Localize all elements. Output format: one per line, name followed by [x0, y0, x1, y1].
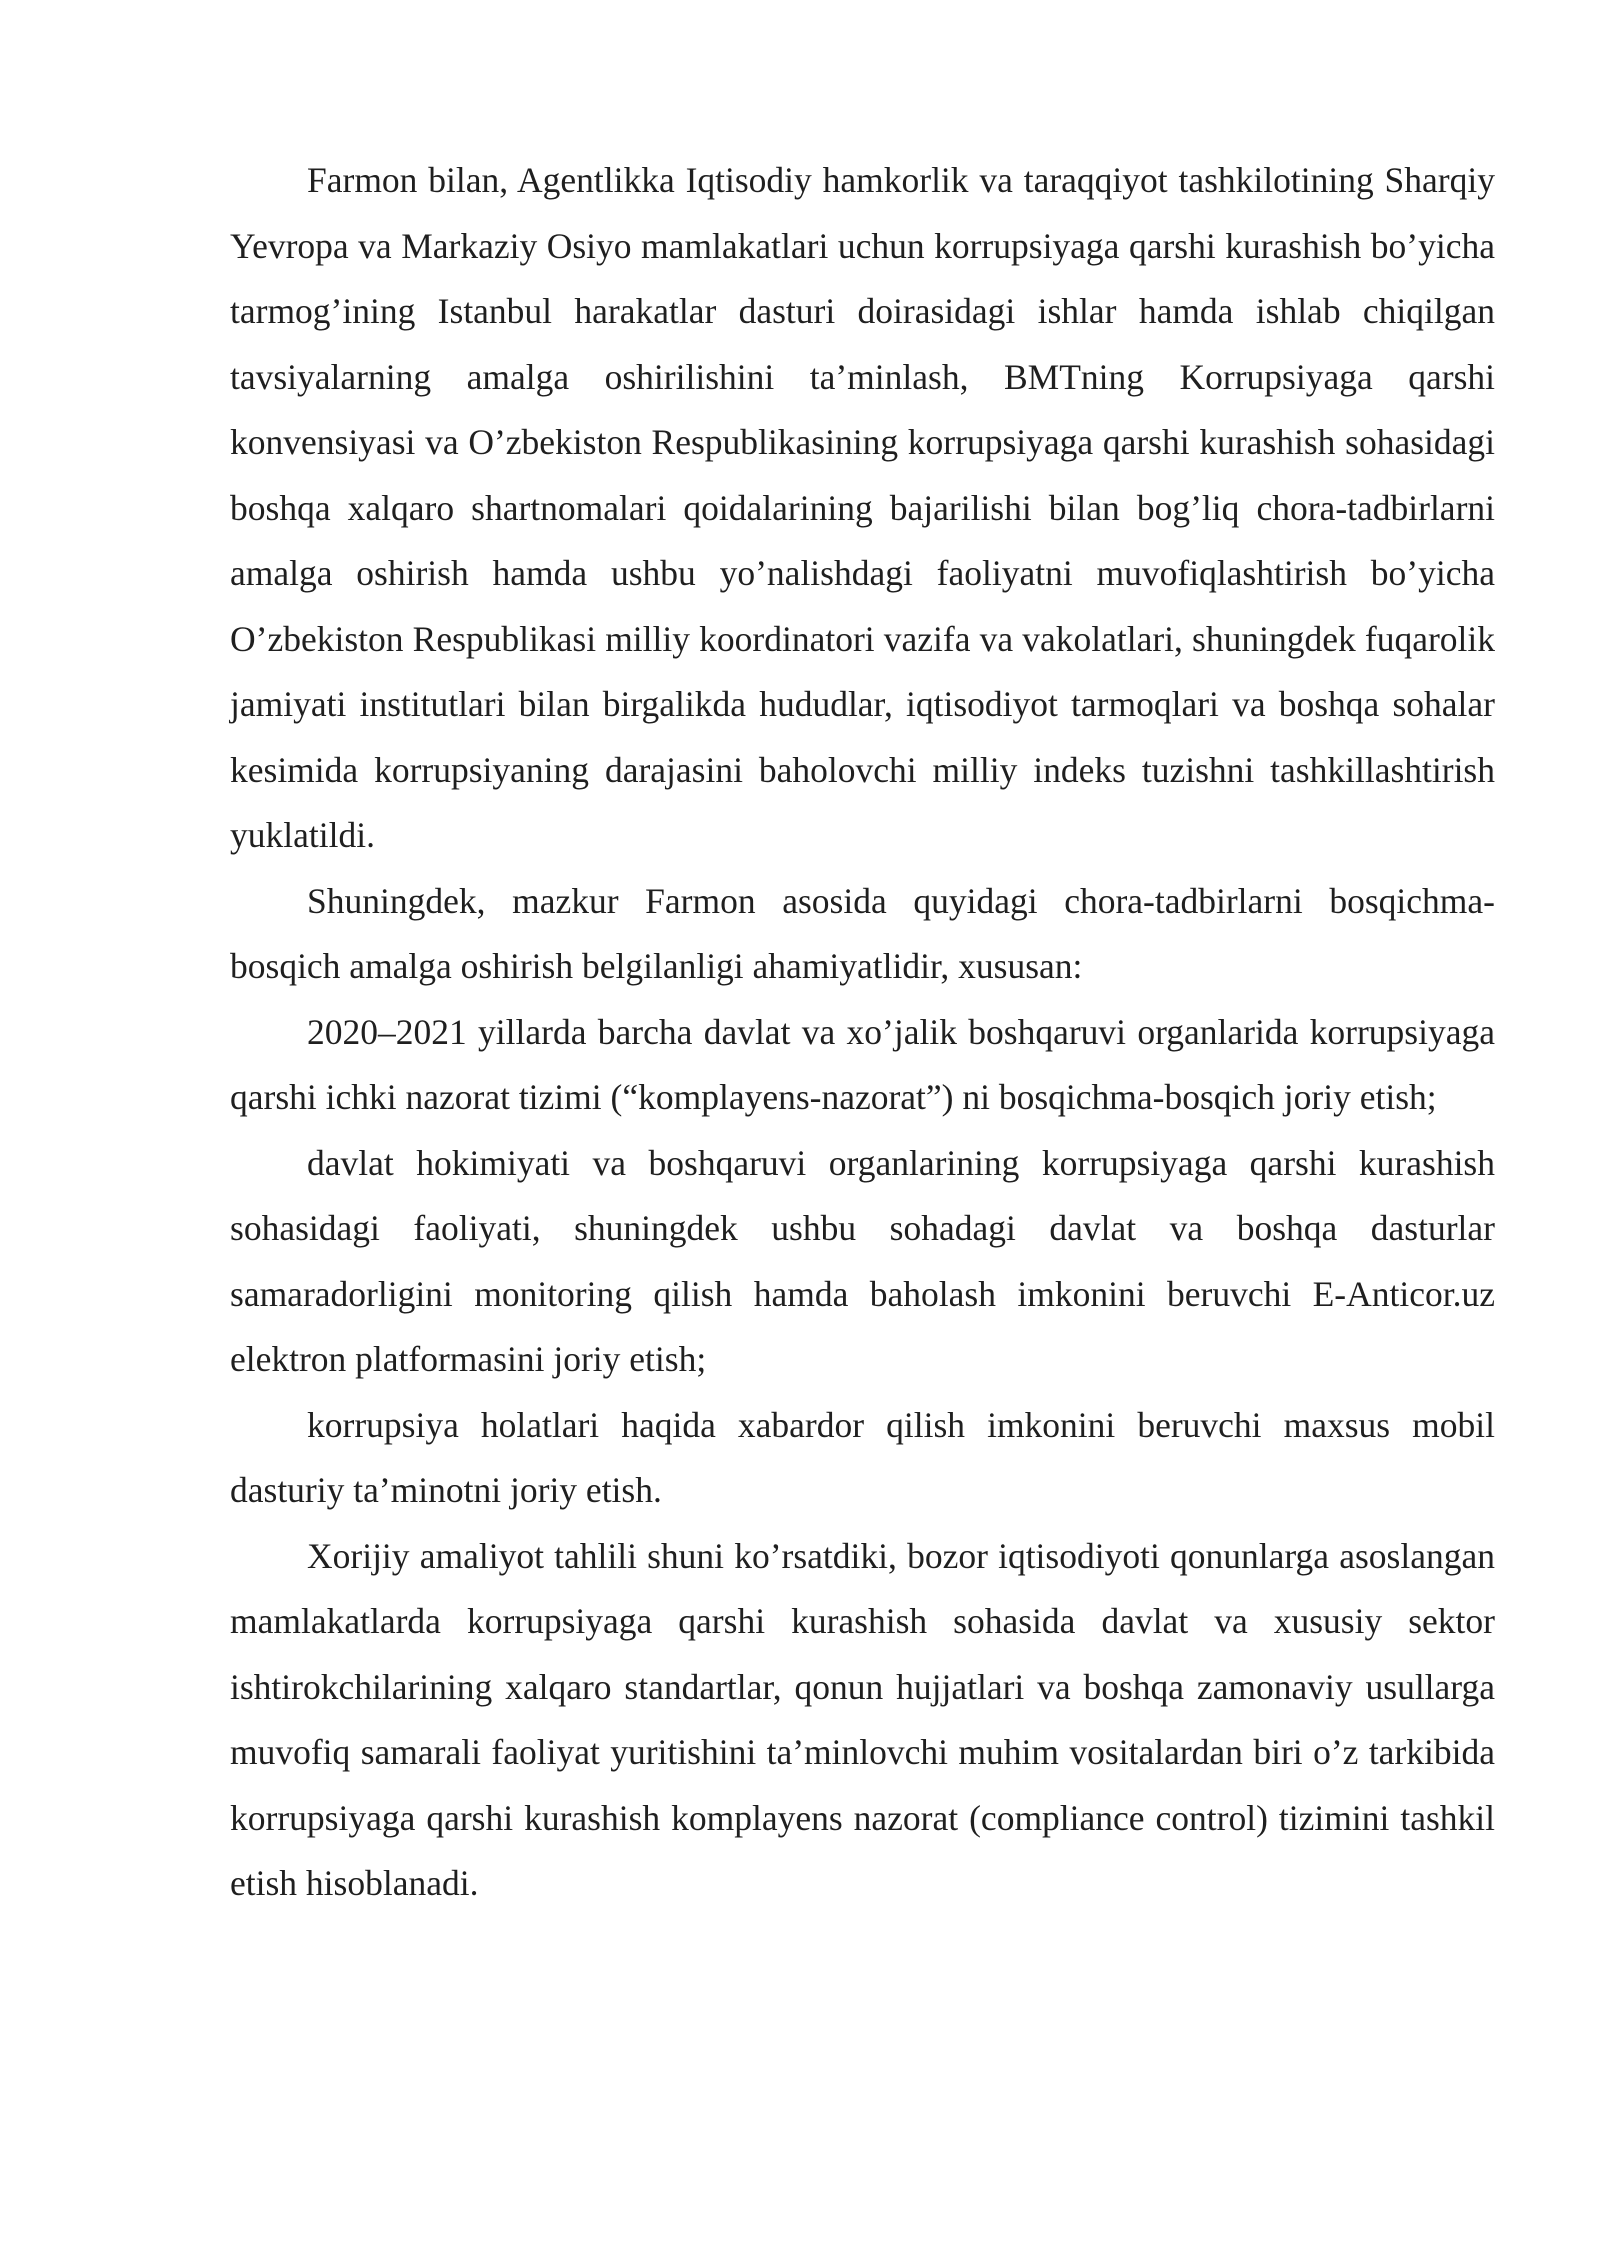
paragraph-farmon: Farmon bilan, Agentlikka Iqtisodiy hamkorlik va taraqqiyot tashkilotining Sharqiy Yevropa va Markaziy Osiyo mamlakatlari uchun korrupsiyaga qarshi kurashish bo’yicha tarmog’ining Istanbul harakatlar dasturi doirasidagi ishlar hamda ishlab chiqilgan tavsiyalarning amalga oshirilishini ta’minlash, BMTning Korrupsiyaga qarshi konvensiyasi va O’zbekiston Respublikasining korrupsiyaga qarshi kurashish sohasidagi boshqa xalqaro shartnomalari qoidalarining bajarilishi bilan bog’liq chora-tadbirlarni amalga oshirish hamda ushbu yo’nalishdagi faoliyatni muvofiqlashtirish bo’yicha O’zbekiston Respublikasi milliy koordinatori vazifa va vakolatlari, shuningdek fuqarolik jamiyati institutlari bilan birgalikda hududlar, iqtisodiyot tarmoqlari va boshqa sohalar kesimida korrupsiyaning darajasini baholovchi milliy indeks tuzishni tashkillashtirish yuklatildi. — [230, 160, 1495, 855]
document-body — [230, 148, 1495, 1917]
paragraph-e-anticor-platform: davlat hokimiyati va boshqaruvi organlarining korrupsiyaga qarshi kurashish sohasidagi faoliyati, shuningdek ushbu sohadagi davlat va boshqa dasturlar samaradorligini monitoring qilish hamda baholash imkonini beruvchi E-Anticor.uz elektron platformasini joriy etish; — [230, 1142, 1495, 1379]
paragraph-mobile-software: korrupsiya holatlari haqida xabardor qilish imkonini beruvchi maxsus mobil dasturiy ta’minotni joriy etish. — [230, 1404, 1495, 1510]
paragraph-measures-intro: Shuningdek, mazkur Farmon asosida quyidagi chora-tadbirlarni bosqichma-bosqich amalga oshirish belgilanligi ahamiyatlidir, xususan: — [230, 880, 1495, 986]
paragraph-compliance-2020-2021: 2020–2021 yillarda barcha davlat va xo’jalik boshqaruvi organlarida korrupsiyaga qarshi ichki nazorat tizimi (“komplayens-nazorat”) ni bosqichma-bosqich joriy etish; — [230, 1011, 1495, 1117]
paragraph-foreign-practice: Xorijiy amaliyot tahlili shuni ko’rsatdiki, bozor iqtisodiyoti qonunlarga asoslangan mamlakatlarda korrupsiyaga qarshi kurashish sohasida davlat va xususiy sektor ishtirokchilarining xalqaro standartlar, qonun hujjatlari va boshqa zamonaviy usullarga muvofiq samarali faoliyat yuritishini ta’minlovchi muhim vositalardan biri o’z tarkibida korrupsiyaga qarshi kurashish komplayens nazorat (compliance control) tizimini tashkil etish hisoblanadi. — [230, 1535, 1495, 1903]
